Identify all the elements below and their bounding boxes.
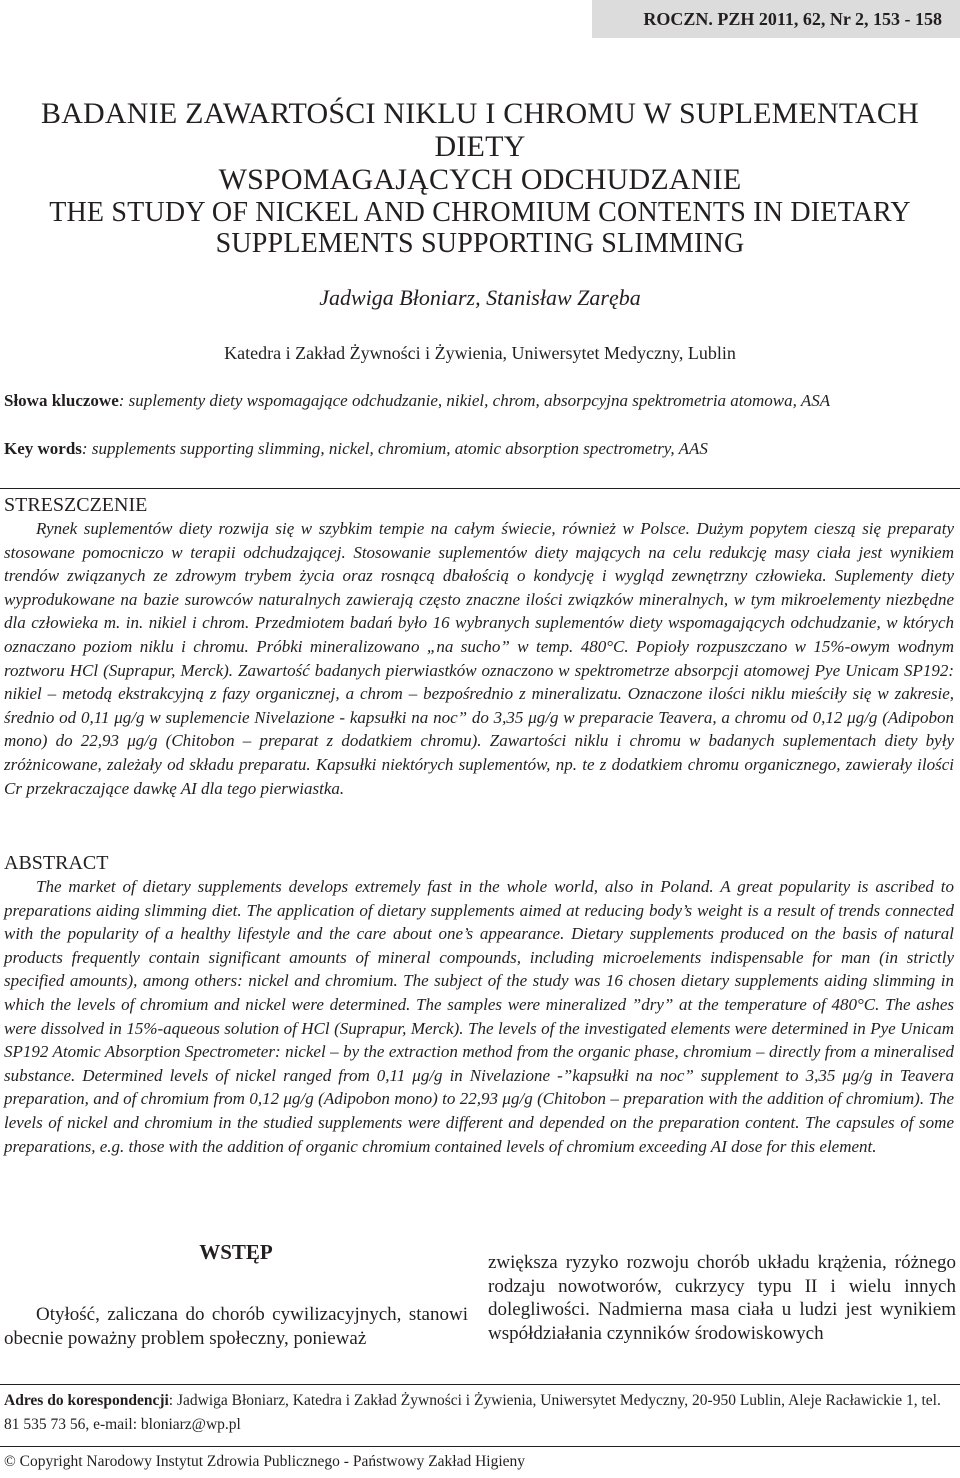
keywords-english-label: Key words [4, 439, 82, 458]
keywords-english [4, 439, 960, 459]
correspondence-text: : Jadwiga Błoniarz, Katedra i Zakład Żywności i Żywienia, Uniwersytet Medyczny, 20-950 Lublin, Aleje Racławickie 1, tel. 81 535 73 56, e-mail: bloniarz@wp.pl [4, 1392, 941, 1433]
journal-reference: ROCZN. PZH 2011, 62, Nr 2, 153 - 158 [592, 0, 960, 38]
intro-left-text: Otyłość, zaliczana do chorób cywilizacyjnych, stanowi obecnie poważny problem społeczny, ponieważ [4, 1304, 468, 1349]
title-english [0, 197, 960, 259]
abstract-heading: ABSTRACT [4, 852, 109, 874]
title-polish [0, 97, 960, 196]
copyright: © Copyright Narodowy Instytut Zdrowia Publicznego - Państwowy Zakład Higieny [4, 1453, 526, 1470]
abstract-text: The market of dietary supplements develops extremely fast in the whole world, also in Poland. A great popularity is ascribed to preparations aiding slimming diet. The application of dietary supplements aimed at reducing body’s weight is a result of trends connected with the popularity of a healthy lifestyle and the care about one’s appearance. Dietary supplements produced on the basis of natural products frequently contain significant amounts of mineral compounds, including microelements indispensable for man (in strictly specified amounts), among others: nickel and chromium. The subject of the study was 16 chosen dietary supplements aiding slimming in which the levels of chromium and nickel were determined. The samples were mineralized ”dry” at the temperature of 480°C. The ashes were dissolved in 15%-aqueous solution of HCl (Suprapur, Merck). The levels of the investigated elements were determined in Pye Unicam SP192 Atomic Absorption Spectrometer: nickel – by the extraction method from the organic phase, chromium – directly from a mineralised substance. Determined levels of nickel ranged from 0,11 μg/g in Nivelazione -”kapsułki na noc” supplement to 3,35 μg/g in Teavera preparation, and of chromium from 0,12 μg/g (Adipobon mono) to 22,93 μg/g (Chitobon – preparation with the addition of chromium). The levels of nickel and chromium in the studied supplements were different and depended on the preparation content. The capsules of some preparations, e.g. those with the addition of organic chromium contained levels of chromium exceeding AI dose for this element. [4, 877, 954, 1156]
correspondence-label: Adres do korespondencji [4, 1392, 169, 1409]
intro-right-column [488, 1251, 956, 1345]
title-english-line2: SUPPLEMENTS SUPPORTING SLIMMING [215, 228, 745, 259]
intro-right-text: zwiększa ryzyko rozwoju chorób układu krążenia, różnego rodzaju nowotworów, cukrzycy typu II i wielu innych dolegliwości. Nadmierna masa ciała u ludzi jest wynikiem współdziałania czynników środowiskowych [488, 1252, 956, 1344]
keywords-polish-label: Słowa kluczowe [4, 391, 119, 410]
copyright-divider [0, 1446, 960, 1447]
streszczenie-text: Rynek suplementów diety rozwija się w szybkim tempie na całym świecie, również w Polsce. Dużym popytem cieszą się preparaty stosowane pomocniczo w terapii odchudzającej. Stosowanie suplementów diety mających na celu redukcję masy ciała jest wynikiem trendów związanych ze zdrowym trybem życia oraz rosnącą dbałością o kondycję i wygląd zewnętrzny człowieka. Suplementy diety wyprodukowane na bazie surowców naturalnych zawierają często znaczne ilości związków mineralnych, w tym mikroelementy niezbędne dla człowieka m. in. nikiel i chrom. Przedmiotem badań było 16 wybranych suplementów diety wspomagających odchudzanie, w których oznaczano poziom niklu i chromu. Próbki mineralizowano „na sucho” w temp. 480°C. Popioły rozpuszczano w 15%-owym wodnym roztworu HCl (Suprapur, Merck). Zawartość badanych pierwiastków oznaczono w spektrometrze absorpcji atomowej Pye Unicam SP192: nikiel – metodą ekstrakcyjną z fazy organicznej, a chrom – bezpośrednio z mineralizatu. Oznaczone ilości niklu mieściły się w zakresie, średnio od 0,11 μg/g w suplemencie Nivelazione - kapsułki na noc” do 3,35 μg/g w preparacie Teavera, a chromu od 0,12 μg/g (Adipobon mono) do 22,93 μg/g (Chitobon – preparat z dodatkiem chromu). Zawartości niklu i chromu w badanych suplementach diety były zróżnicowane, zależały od składu preparatu. Kapsułki niektórych suplementów, np. te z dodatkiem chromu organicznego, zawierały ilości Cr przekraczające dawkę AI dla tego pierwiastka. [4, 519, 954, 798]
footer-divider [0, 1384, 960, 1385]
keywords-polish-text: : suplementy diety wspomagające odchudzanie, nikiel, chrom, absorpcyjna spektrometria atomowa, ASA [118, 391, 831, 410]
keywords-english-text: : supplements supporting slimming, nickel, chromium, atomic absorption spectrometry, AAS [81, 439, 708, 458]
title-polish-line1: BADANIE ZAWARTOŚCI NIKLU I CHROMU W SUPLEMENTACH DIETY [40, 97, 919, 163]
abstract-body [4, 875, 954, 1158]
title-polish-line2: WSPOMAGAJĄCYCH ODCHUDZANIE [218, 163, 742, 196]
correspondence [4, 1389, 960, 1437]
section-divider [0, 488, 960, 489]
intro-left-column [4, 1303, 468, 1350]
streszczenie-body [4, 517, 954, 800]
keywords-polish [4, 391, 960, 411]
wstep-heading: WSTĘP [199, 1240, 273, 1264]
title-english-line1: THE STUDY OF NICKEL AND CHROMIUM CONTENTS IN DIETARY [49, 197, 911, 228]
affiliation: Katedra i Zakład Żywności i Żywienia, Uniwersytet Medyczny, Lublin [224, 343, 736, 363]
streszczenie-heading: STRESZCZENIE [4, 494, 148, 516]
authors: Jadwiga Błoniarz, Stanisław Zaręba [319, 285, 641, 310]
